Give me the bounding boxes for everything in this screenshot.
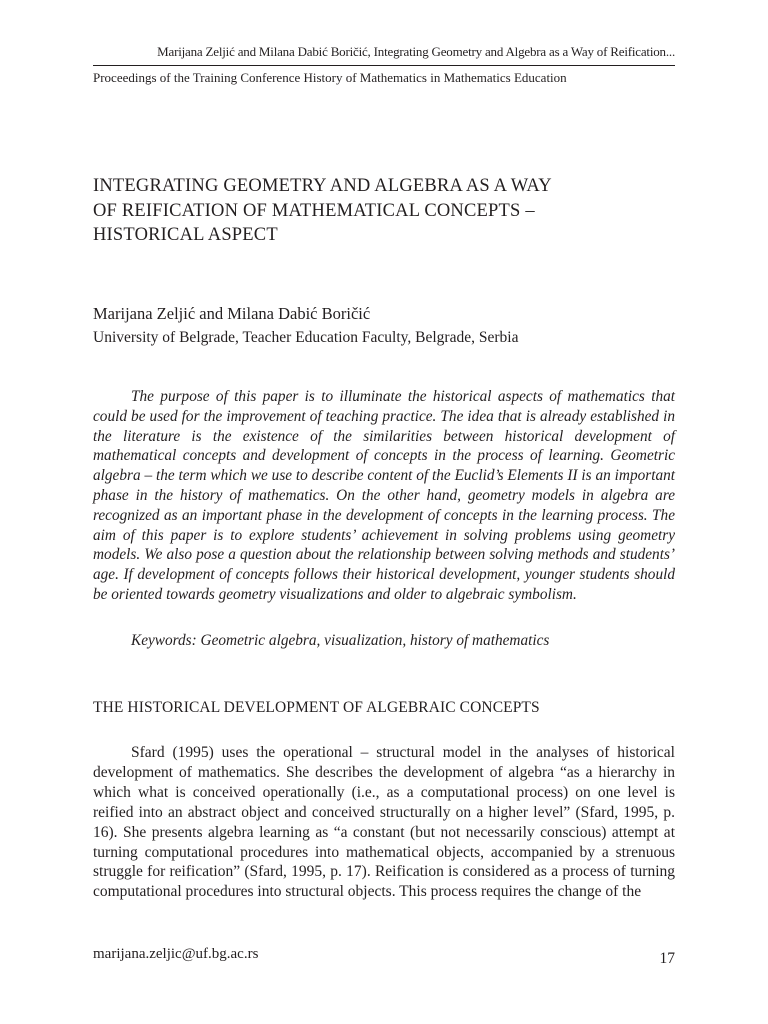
page-number: 17 (659, 950, 675, 967)
section-heading: THE HISTORICAL DEVELOPMENT OF ALGEBRAIC CONCEPTS (93, 699, 540, 716)
paper-affiliation: University of Belgrade, Teacher Education Faculty, Belgrade, Serbia (93, 329, 519, 346)
paper-title-line: INTEGRATING GEOMETRY AND ALGEBRA AS A WAY (93, 176, 552, 196)
keywords: Keywords: Geometric algebra, visualization, history of mathematics (131, 632, 550, 649)
paper-authors: Marijana Zeljić and Milana Dabić Boričić (93, 304, 371, 323)
running-header-proceedings: Proceedings of the Training Conference History of Mathematics in Mathematics Education (93, 70, 567, 85)
paper-title-line: OF REIFICATION OF MATHEMATICAL CONCEPTS – (93, 200, 535, 221)
running-header-authors-title: Marijana Zeljić and Milana Dabić Boričić, Integrating Geometry and Algebra as a Way of Reification... (157, 44, 675, 59)
footer-email: marijana.zeljic@uf.bg.ac.rs (93, 946, 259, 962)
abstract (93, 387, 675, 605)
header-divider (93, 65, 675, 66)
running-header (93, 44, 675, 86)
paper-title-line: HISTORICAL ASPECT (93, 225, 278, 245)
abstract-paragraph: The purpose of this paper is to illuminate the historical aspects of mathematics that could be used for the improvement of teaching practice. The idea that is already established in the literature is the existence of the similarities between historical development of mathematical concepts and development of concepts in the process of learning. Geometric algebra – the term which we use to describe content of the Euclid’s Elements II is an important phase in the history of mathematics. On the other hand, geometry models in algebra are recognized as an important phase in the development of concepts in the learning process. The aim of this paper is to explore students’ achievement in solving problems using geometry models. We also pose a question about the relationship between solving methods and students’ age. If development of concepts follows their historical development, younger students should be oriented towards geometry visualizations and older to algebraic symbolism. (93, 388, 675, 603)
body-text (93, 743, 675, 902)
paper-title (93, 174, 675, 248)
body-paragraph: Sfard (1995) uses the operational – structural model in the analyses of historical development of mathematics. She describes the development of algebra “as a hierarchy in which what is conceived operationally (i.e., as a computational process) on one level is reified into an abstract object and conceived structurally on a higher level” (Sfard, 1995, p. 16). She presents algebra learning as “a constant (but not necessarily conscious) attempt at turning computational procedures into mathematical objects, accompanied by a strenuous struggle for reification” (Sfard, 1995, p. 17). Reification is considered as a process of turning computational procedures into structural objects. This process requires the change of the (93, 744, 675, 901)
paper-page (93, 0, 675, 1024)
